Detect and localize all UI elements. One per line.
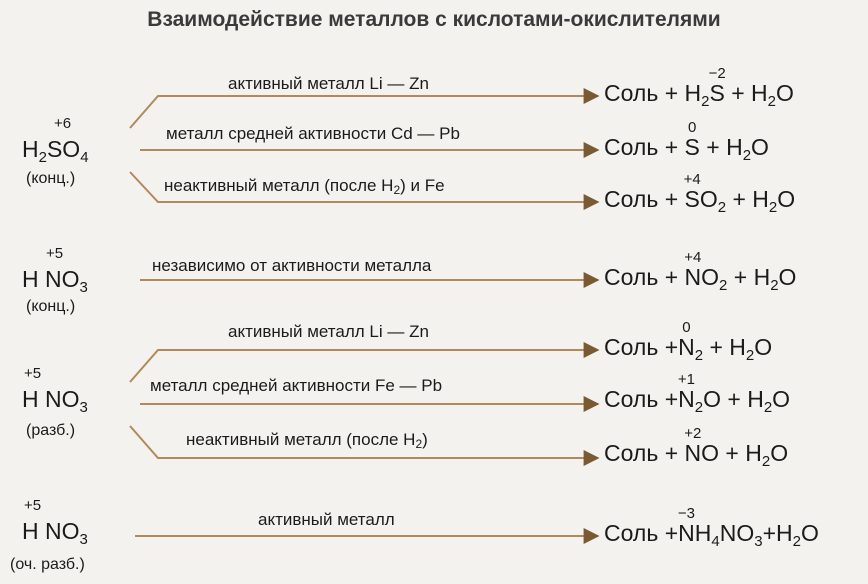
- product-oxidation-state: +4: [683, 171, 701, 188]
- acid-concentration: (разб.): [26, 422, 76, 439]
- reaction-condition: металл средней активности Cd — Pb: [166, 124, 460, 143]
- reaction-product: Соль + +2 NO + $H_2O$: [604, 425, 789, 470]
- reaction-product: Соль + +4 $SO_2 + H_2O$: [604, 171, 796, 216]
- acid-formula-part: H: [22, 136, 39, 162]
- acid-hno3-conc: +5 H $NO_3$: [22, 245, 88, 296]
- product-oxidation-state: 0: [688, 119, 697, 136]
- acid-hno3-very-dil: +5 H $NO_3$: [22, 497, 88, 548]
- product-oxidation-state: −2: [708, 65, 726, 82]
- product-oxidation-state: 0: [682, 319, 691, 336]
- diagram-title: Взаимодействие металлов с кислотами-окислителями: [147, 8, 721, 31]
- reaction-condition: неактивный металл (после $H_2$): [186, 430, 428, 451]
- reaction-condition: активный металл Li — Zn: [228, 322, 429, 341]
- product-oxidation-state: −3: [677, 505, 695, 522]
- reaction-condition: активный металл Li — Zn: [228, 74, 429, 93]
- reaction-product: Соль + 0 $S + H_2O$: [604, 119, 769, 164]
- reaction-condition: независимо от активности металла: [152, 256, 432, 275]
- acid-oxidation-state: +6: [54, 115, 72, 132]
- reaction-product: Соль + $H_2$ −2 $S + H_2O$: [604, 65, 794, 110]
- reaction-product: Соль + +1 $N_2O + H_2O$: [604, 371, 791, 416]
- acid-oxidation-state: +5: [24, 497, 42, 514]
- reaction-product: Соль + 0 $N_2 + H_2O$: [604, 319, 773, 364]
- product-oxidation-state: +2: [684, 425, 702, 442]
- reaction-condition: металл средней активности Fe — Pb: [150, 376, 443, 395]
- acid-hno3-dil: +5 H $NO_3$: [22, 365, 88, 416]
- acid-h2so4-conc: +6 $H_2SO_4$: [22, 115, 89, 166]
- reaction-product: Соль + +4 $NO_2 + H_2O$: [604, 249, 797, 294]
- reaction-product: Соль + −3 $NH_4NO_3+H_2O$: [604, 505, 819, 550]
- product-oxidation-state: +1: [677, 371, 695, 388]
- acid-formula-part: SO: [46, 136, 81, 162]
- acid-concentration: (оч. разб.): [10, 556, 85, 573]
- acid-oxidation-state: +5: [46, 245, 64, 262]
- reaction-condition: неактивный металл (после $H_2$) и Fe: [164, 176, 445, 197]
- acid-concentration: (конц.): [26, 170, 76, 187]
- acid-oxidation-state: +5: [24, 365, 42, 382]
- acid-concentration: (конц.): [26, 298, 76, 315]
- reaction-condition: активный металл: [258, 510, 395, 529]
- product-oxidation-state: +4: [684, 249, 702, 266]
